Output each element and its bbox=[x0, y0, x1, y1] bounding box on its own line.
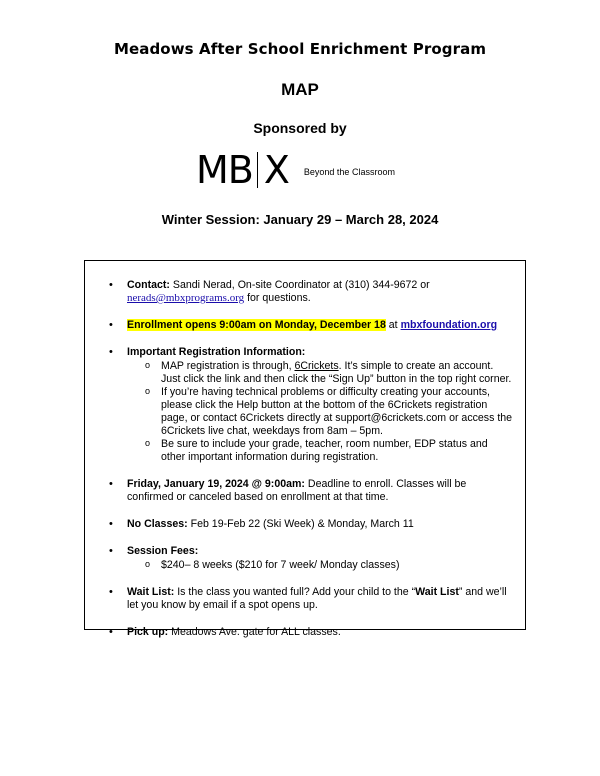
program-title: Meadows After School Enrichment Program bbox=[113, 40, 487, 58]
registration-item bbox=[105, 346, 513, 464]
logo-mb: MB bbox=[196, 148, 253, 192]
contact-suffix: for questions. bbox=[244, 292, 311, 304]
logo-divider bbox=[257, 152, 258, 188]
no-classes-label: No Classes: bbox=[127, 518, 188, 530]
registration-label: Important Registration Information: bbox=[127, 346, 306, 358]
wait-list-item bbox=[105, 586, 513, 612]
info-box bbox=[84, 260, 526, 638]
wait-list-text-2: ” and we’ll let you know by email if a spot opens up. bbox=[127, 586, 507, 611]
registration-sub-3: o Be sure to include your grade, teacher, room number, EDP status and other important information during registration. bbox=[161, 438, 513, 464]
registration-sub-2: o If you’re having technical problems or difficulty creating your accounts, please click the Help button at the bottom of the 6Crickets registration page, or contact 6Crickets directly at support@6crickets.com or access the 6Crickets live chat, weekdays from 8am – 5pm. bbox=[161, 386, 513, 438]
registration-sub-1-suffix: . It’s simple to create an account. Just click the link and then click the “Sign Up” button in the top right corner. bbox=[161, 360, 512, 385]
pickup-label: Pick up: bbox=[127, 626, 169, 638]
contact-item bbox=[105, 279, 513, 305]
fees-label: Session Fees: bbox=[127, 545, 199, 557]
registration-sublist bbox=[127, 360, 513, 464]
contact-text: Sandi Nerad, On-site Coordinator at (310) 344-9672 or bbox=[169, 279, 430, 291]
contact-label: Contact: bbox=[127, 279, 170, 291]
deadline-text: Deadline to enroll. Classes will be confirmed or canceled based on enrollment at that time. bbox=[127, 478, 467, 503]
enrollment-item bbox=[105, 319, 513, 332]
fees-sub-1: o $240– 8 weeks ($210 for 7 week/ Monday classes) bbox=[161, 559, 513, 572]
logo-tagline: Beyond the Classroom bbox=[303, 167, 395, 177]
6crickets-link[interactable]: 6Crickets bbox=[294, 360, 339, 372]
logo-x: X bbox=[263, 148, 290, 192]
fees-item bbox=[105, 545, 513, 572]
program-acronym: MAP bbox=[281, 80, 319, 99]
deadline-item bbox=[105, 478, 513, 504]
session-dates: Winter Session: January 29 – March 28, 2024 bbox=[161, 212, 439, 227]
enrollment-at: at bbox=[385, 319, 401, 331]
sponsored-by-label: Sponsored by bbox=[253, 120, 347, 136]
registration-sub-1 bbox=[161, 360, 513, 386]
info-list bbox=[105, 279, 513, 653]
enrollment-highlight: Enrollment opens 9:00am on Monday, December 18 bbox=[127, 319, 386, 331]
registration-sub-1-prefix: MAP registration is through, bbox=[161, 360, 295, 372]
mbxfoundation-link[interactable]: mbxfoundation.org bbox=[400, 319, 498, 331]
contact-email-link[interactable]: nerads@mbxprograms.org bbox=[127, 292, 245, 304]
wait-list-bold: Wait List bbox=[415, 586, 459, 598]
pickup-item bbox=[105, 626, 513, 639]
pickup-text: Meadows Ave. gate for ALL classes. bbox=[168, 626, 341, 638]
deadline-label: Friday, January 19, 2024 @ 9:00am: bbox=[127, 478, 305, 490]
no-classes-text: Feb 19-Feb 22 (Ski Week) & Monday, March 11 bbox=[187, 518, 414, 530]
no-classes-item bbox=[105, 518, 513, 531]
wait-list-label: Wait List: bbox=[127, 586, 175, 598]
fees-sublist bbox=[127, 559, 513, 572]
mbx-logo bbox=[196, 150, 395, 190]
wait-list-text-1: Is the class you wanted full? Add your child to the “ bbox=[174, 586, 416, 598]
